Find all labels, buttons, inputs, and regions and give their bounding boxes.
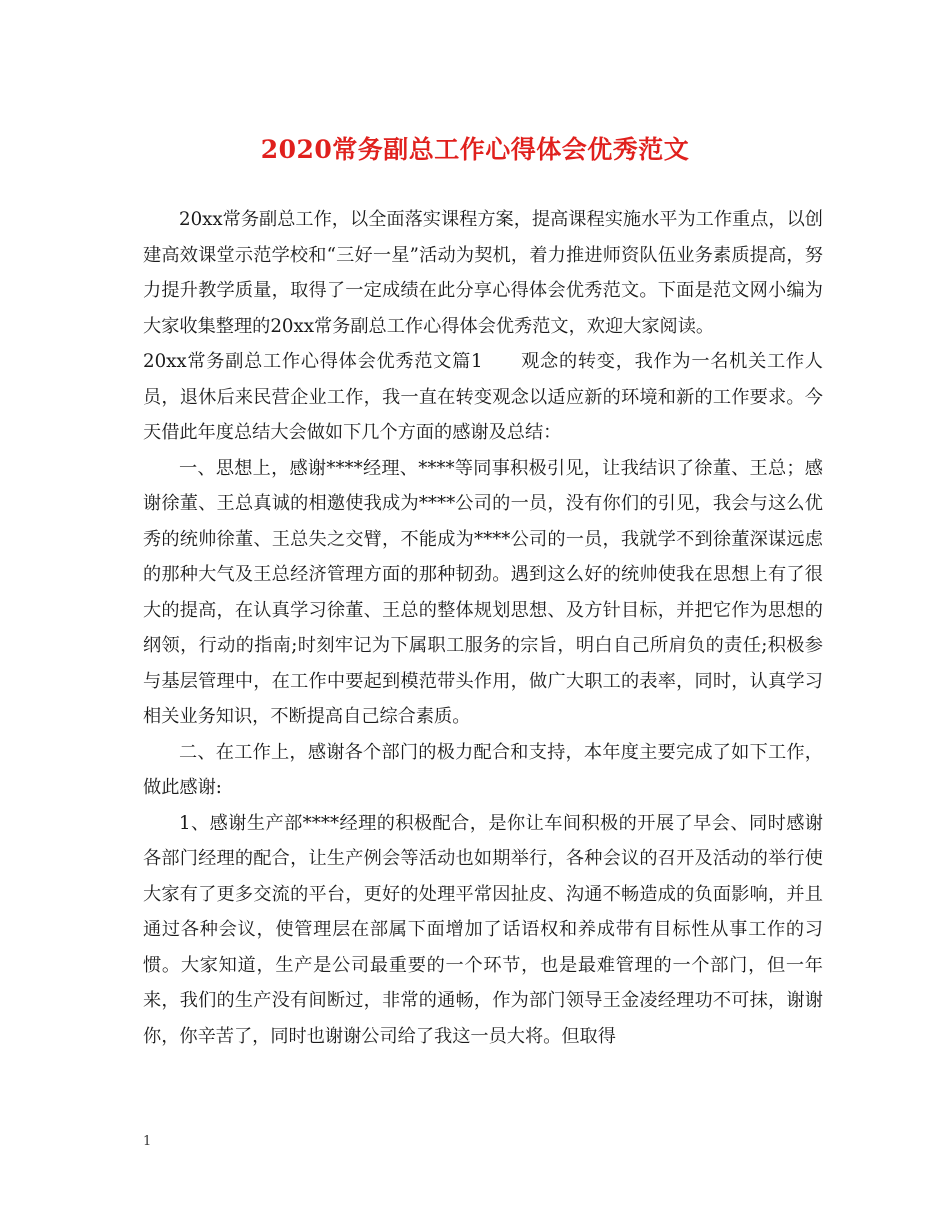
paragraph-thinking: 一、思想上，感谢****经理、****等同事积极引见，让我结识了徐董、王总；感谢徐董、王总真诚的相邀使我成为****公司的一员，没有你们的引见，我会与这么优秀的统帅徐董、王总失之交臂，不能成为****公司的一员，我就学不到徐董深谋远虑的那种大气及王总经济管理方面的那种韧劲。遇到这么好的统帅使我在思想上有了很大的提高，在认真学习徐董、王总的整体规划思想、及方针目标，并把它作为思想的纲领，行动的指南;时刻牢记为下属职工服务的宗旨，明白自己所肩负的责任;积极参与基层管理中，在工作中要起到模范带头作用，做广大职工的表率，同时，认真学习相关业务知识，不断提高自己综合素质。 bbox=[143, 457, 823, 727]
page-number: 1 bbox=[143, 1134, 152, 1149]
paragraph-work: 二、在工作上，感谢各个部门的极力配合和支持，本年度主要完成了如下工作，做此感谢: bbox=[143, 741, 823, 798]
document-title: 2020常务副总工作心得体会优秀范文 bbox=[260, 135, 690, 164]
paragraph-intro: 20xx常务副总工作，以全面落实课程方案，提高课程实施水平为工作重点，以创建高效课堂示范学校和“三好一星”活动为契机，着力推进师资队伍业务素质提高，努力提升教学质量，取得了一定成绩在此分享心得体会优秀范文。下面是范文网小编为大家收集整理的20xx常务副总工作心得体会优秀范文，欢迎大家阅读。 bbox=[143, 209, 823, 337]
paragraph-section-1: 20xx常务副总工作心得体会优秀范文篇1 观念的转变，我作为一名机关工作人员，退休后来民营企业工作，我一直在转变观念以适应新的环境和新的工作要求。今天借此年度总结大会做如下几个方面的感谢及总结： bbox=[143, 351, 823, 443]
document-body bbox=[143, 202, 823, 1054]
paragraph-production: 1、感谢生产部****经理的积极配合，是你让车间积极的开展了早会、同时感谢各部门经理的配合，让生产例会等活动也如期举行，各种会议的召开及活动的举行使大家有了更多交流的平台，更好的处理平常因扯皮、沟通不畅造成的负面影响，并且通过各种会议，使管理层在部属下面增加了话语权和养成带有目标性从事工作的习惯。大家知道，生产是公司最重要的一个环节，也是最难管理的一个部门，但一年来，我们的生产没有间断过，非常的通畅，作为部门领导王金凌经理功不可抹，谢谢你，你辛苦了，同时也谢谢公司给了我这一员大将。但取得 bbox=[143, 812, 823, 1047]
